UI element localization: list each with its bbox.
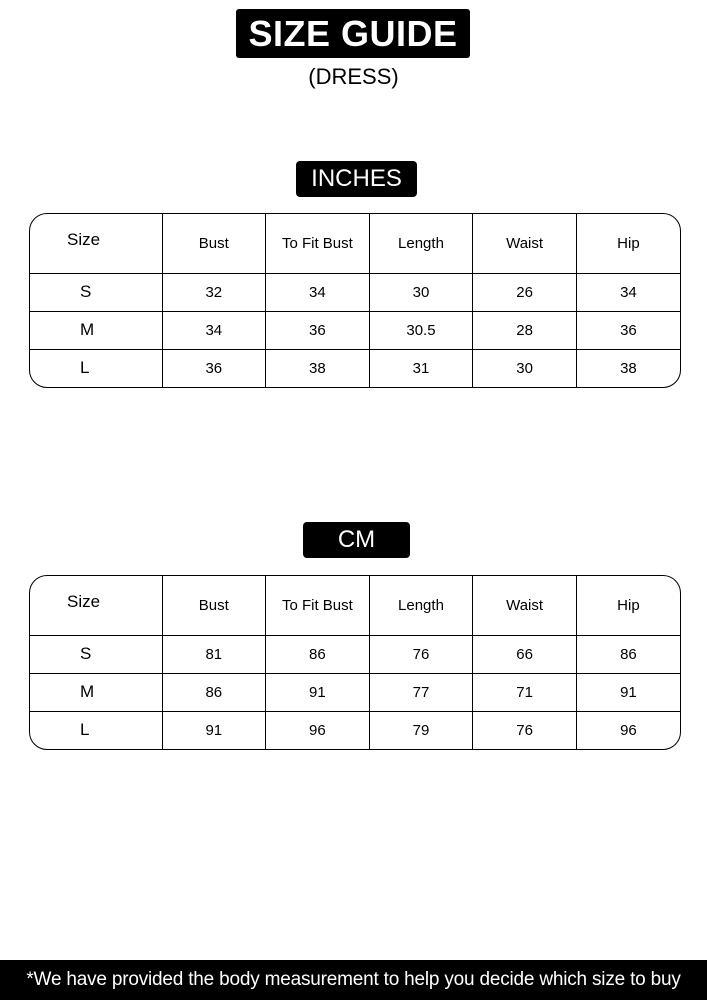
- table-cell: 81: [162, 635, 266, 673]
- table-cell: 91: [576, 673, 680, 711]
- header-to-fit-bust: To Fit Bust: [266, 214, 370, 273]
- header-size: Size: [30, 576, 162, 635]
- table-cell: 96: [266, 711, 370, 749]
- page-title: SIZE GUIDE: [236, 9, 470, 58]
- table-cell: 76: [369, 635, 473, 673]
- table-cell: 36: [266, 311, 370, 349]
- size-cell: S: [30, 635, 162, 673]
- table-cell: 26: [473, 273, 577, 311]
- header-length: Length: [369, 576, 473, 635]
- table-row: [30, 711, 680, 749]
- header-bust: Bust: [162, 214, 266, 273]
- table-row: [30, 311, 680, 349]
- size-cell: M: [30, 311, 162, 349]
- size-cell: M: [30, 673, 162, 711]
- table-cell: 30: [473, 349, 577, 387]
- table-cell: 30: [369, 273, 473, 311]
- page-subtitle: (DRESS): [308, 64, 399, 89]
- table-cell: 38: [576, 349, 680, 387]
- table-row: [30, 673, 680, 711]
- cm-section-label: CM: [303, 522, 410, 558]
- inches-section-label: INCHES: [296, 161, 417, 197]
- table-cell: 34: [266, 273, 370, 311]
- table-cell: 36: [576, 311, 680, 349]
- size-cell: S: [30, 273, 162, 311]
- size-cell: L: [30, 711, 162, 749]
- table-cell: 34: [162, 311, 266, 349]
- header-bust: Bust: [162, 576, 266, 635]
- header-to-fit-bust: To Fit Bust: [266, 576, 370, 635]
- table-cell: 86: [162, 673, 266, 711]
- header-size: Size: [30, 214, 162, 273]
- table-cell: 38: [266, 349, 370, 387]
- table-row: [30, 349, 680, 387]
- header-waist: Waist: [473, 576, 577, 635]
- header-length: Length: [369, 214, 473, 273]
- cm-size-table: [29, 575, 681, 750]
- table-cell: 32: [162, 273, 266, 311]
- table-cell: 86: [576, 635, 680, 673]
- table-cell: 76: [473, 711, 577, 749]
- table-cell: 91: [266, 673, 370, 711]
- footer-note: *We have provided the body measurement to help you decide which size to buy: [0, 960, 707, 1000]
- table-cell: 79: [369, 711, 473, 749]
- table-header-row: [30, 576, 680, 635]
- table-cell: 30.5: [369, 311, 473, 349]
- table-cell: 36: [162, 349, 266, 387]
- table-cell: 91: [162, 711, 266, 749]
- table-cell: 31: [369, 349, 473, 387]
- header-hip: Hip: [576, 214, 680, 273]
- table-cell: 86: [266, 635, 370, 673]
- table-cell: 77: [369, 673, 473, 711]
- table-cell: 34: [576, 273, 680, 311]
- inches-size-table: [29, 213, 681, 388]
- table-cell: 71: [473, 673, 577, 711]
- size-cell: L: [30, 349, 162, 387]
- table-row: [30, 635, 680, 673]
- header-waist: Waist: [473, 214, 577, 273]
- table-cell: 66: [473, 635, 577, 673]
- table-cell: 28: [473, 311, 577, 349]
- table-cell: 96: [576, 711, 680, 749]
- header-hip: Hip: [576, 576, 680, 635]
- table-header-row: [30, 214, 680, 273]
- table-row: [30, 273, 680, 311]
